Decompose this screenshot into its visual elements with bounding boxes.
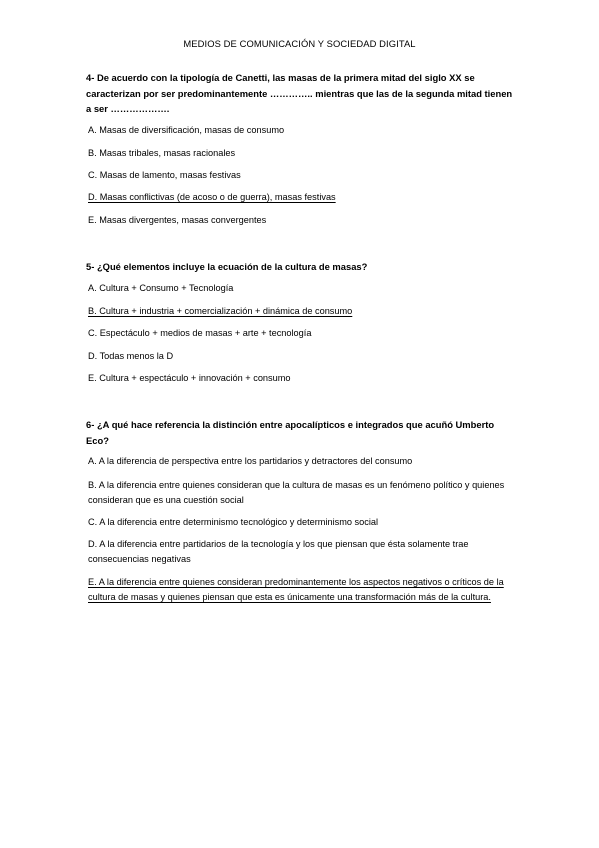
question-5-option-c: C. Espectáculo + medios de masas + arte + tecnología [88, 328, 312, 338]
question-5-option-e: E. Cultura + espectáculo + innovación + consumo [88, 373, 291, 383]
question-5-option-d: D. Todas menos la D [88, 351, 174, 361]
question-6-option-b: B. A la diferencia entre quienes consideran que la cultura de masas es un fenómeno político y quienes consideran que es una cuestión social [88, 480, 505, 506]
question-6-option-d: D. A la diferencia entre partidarios de la tecnología y los que piensan que ésta solamente trae consecuencias negativas [88, 539, 469, 565]
question-6-option-c: C. A la diferencia entre determinismo tecnológico y determinismo social [88, 517, 379, 527]
question-4-option-e: E. Masas divergentes, masas convergentes [88, 215, 267, 225]
question-5-option-a: A. Cultura + Consumo + Tecnología [88, 283, 234, 293]
question-6-option-e-answer: E. A la diferencia entre quienes consideran predominantemente los aspectos negativos o críticos de la cultura de masas y quienes piensan que esta es únicamente una transformación más de la cultura. [88, 577, 504, 603]
question-4-option-d-answer: D. Masas conflictivas (de acoso o de guerra), masas festivas [88, 192, 336, 202]
question-6-option-a: A. A la diferencia de perspectiva entre los partidarios y detractores del consumo [88, 456, 413, 466]
page-title: MEDIOS DE COMUNICACIÓN Y SOCIEDAD DIGITAL [183, 38, 416, 49]
question-5-option-b-answer: B. Cultura + industria + comercialización + dinámica de consumo [88, 306, 353, 316]
question-4-option-c: C. Masas de lamento, masas festivas [88, 170, 241, 180]
question-5: 5- ¿Qué elementos incluye la ecuación de la cultura de masas? [86, 261, 368, 272]
question-4-option-a: A. Masas de diversificación, masas de consumo [88, 125, 285, 135]
question-6: 6- ¿A qué hace referencia la distinción entre apocalípticos e integrados que acuñó Umberto Eco? [86, 419, 495, 446]
question-4-option-b: B. Masas tribales, masas racionales [88, 148, 236, 158]
question-4: 4- De acuerdo con la tipología de Canetti, las masas de la primera mitad del siglo XX se caracterizan por ser predominantemente ………….. mientras que las de la segunda mitad tienen a ser ………………. [86, 72, 513, 114]
